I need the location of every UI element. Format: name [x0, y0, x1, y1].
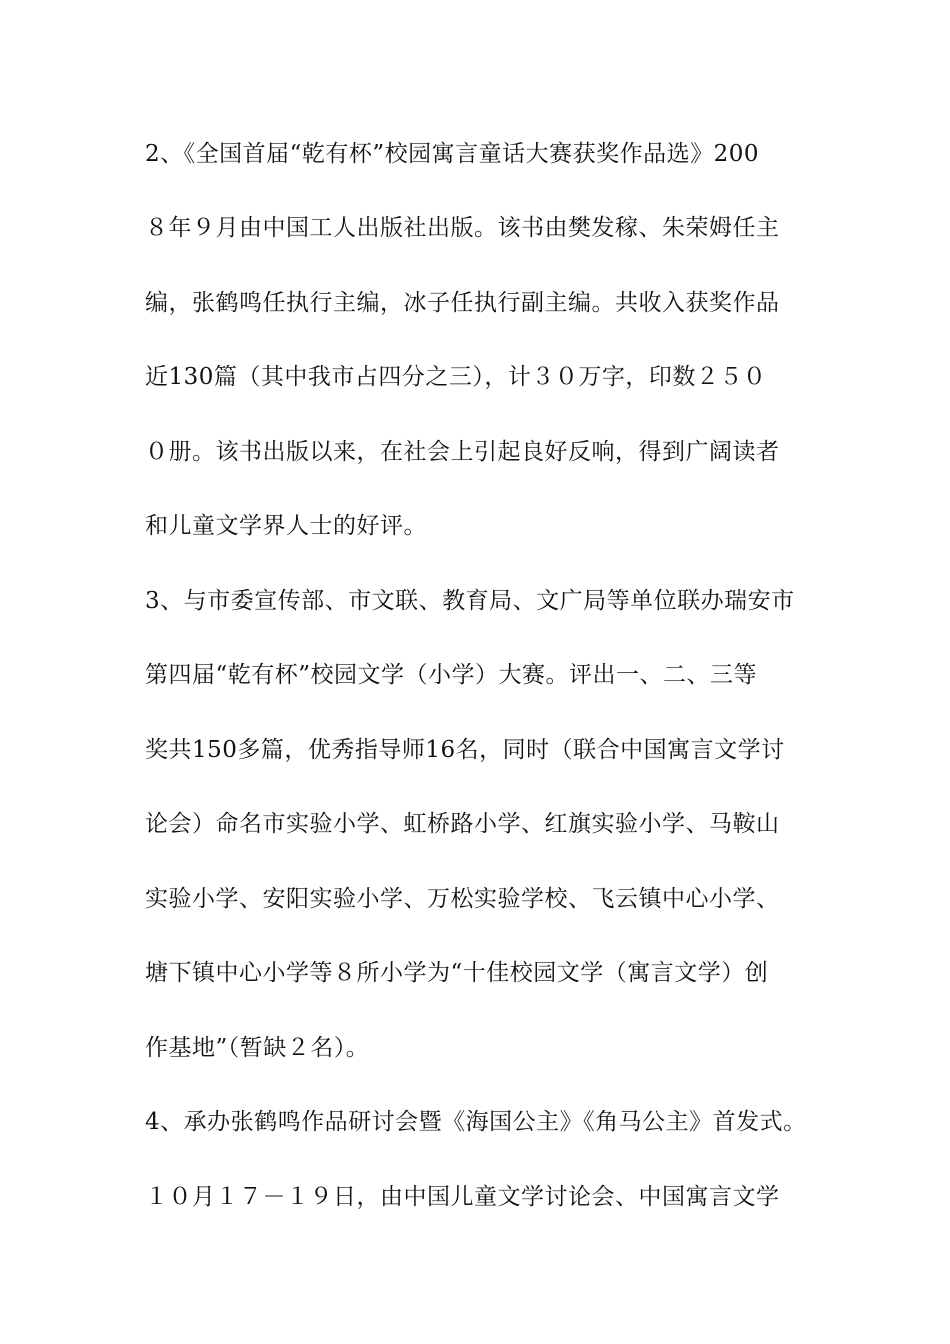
text-line: 作基地”（暂缺２名）。	[145, 1035, 370, 1061]
text-line: 论会）命名市实验小学、虹桥路小学、红旗实验小学、马鞍山	[145, 811, 780, 837]
text-line: 近130篇（其中我市占四分之三），计３０万字，印数２５０	[145, 364, 767, 390]
text-line: ０册。该书出版以来，在社会上引起良好反响，得到广阔读者	[145, 439, 780, 465]
text-line: １０月１７－１９日，由中国儿童文学讨论会、中国寓言文学	[145, 1184, 780, 1210]
text-line: 实验小学、安阳实验小学、万松实验学校、飞云镇中心小学、	[145, 886, 780, 912]
text-line: 塘下镇中心小学等８所小学为“十佳校园文学（寓言文学）创	[145, 960, 769, 986]
text-line: ８年９月由中国工人出版社出版。该书由樊发稼、朱荣姆任主	[145, 215, 780, 241]
text-line: 奖共150多篇，优秀指导师16名，同时（联合中国寓言文学讨	[145, 737, 785, 763]
text-line: 编，张鹤鸣任执行主编，冰子任执行副主编。共收入获奖作品	[145, 290, 780, 316]
text-line: 2、《全国首届“乾有杯”校园寓言童话大赛获奖作品选》200	[145, 141, 760, 167]
text-line: 3、与市委宣传部、市文联、教育局、文广局等单位联办瑞安市	[145, 588, 795, 614]
text-line: 4、承办张鹤鸣作品研讨会暨《海国公主》《角马公主》首发式。	[145, 1109, 807, 1135]
text-line: 第四届“乾有杯”校园文学（小学）大赛。评出一、二、三等	[145, 662, 758, 688]
text-line: 和儿童文学界人士的好评。	[145, 513, 427, 539]
